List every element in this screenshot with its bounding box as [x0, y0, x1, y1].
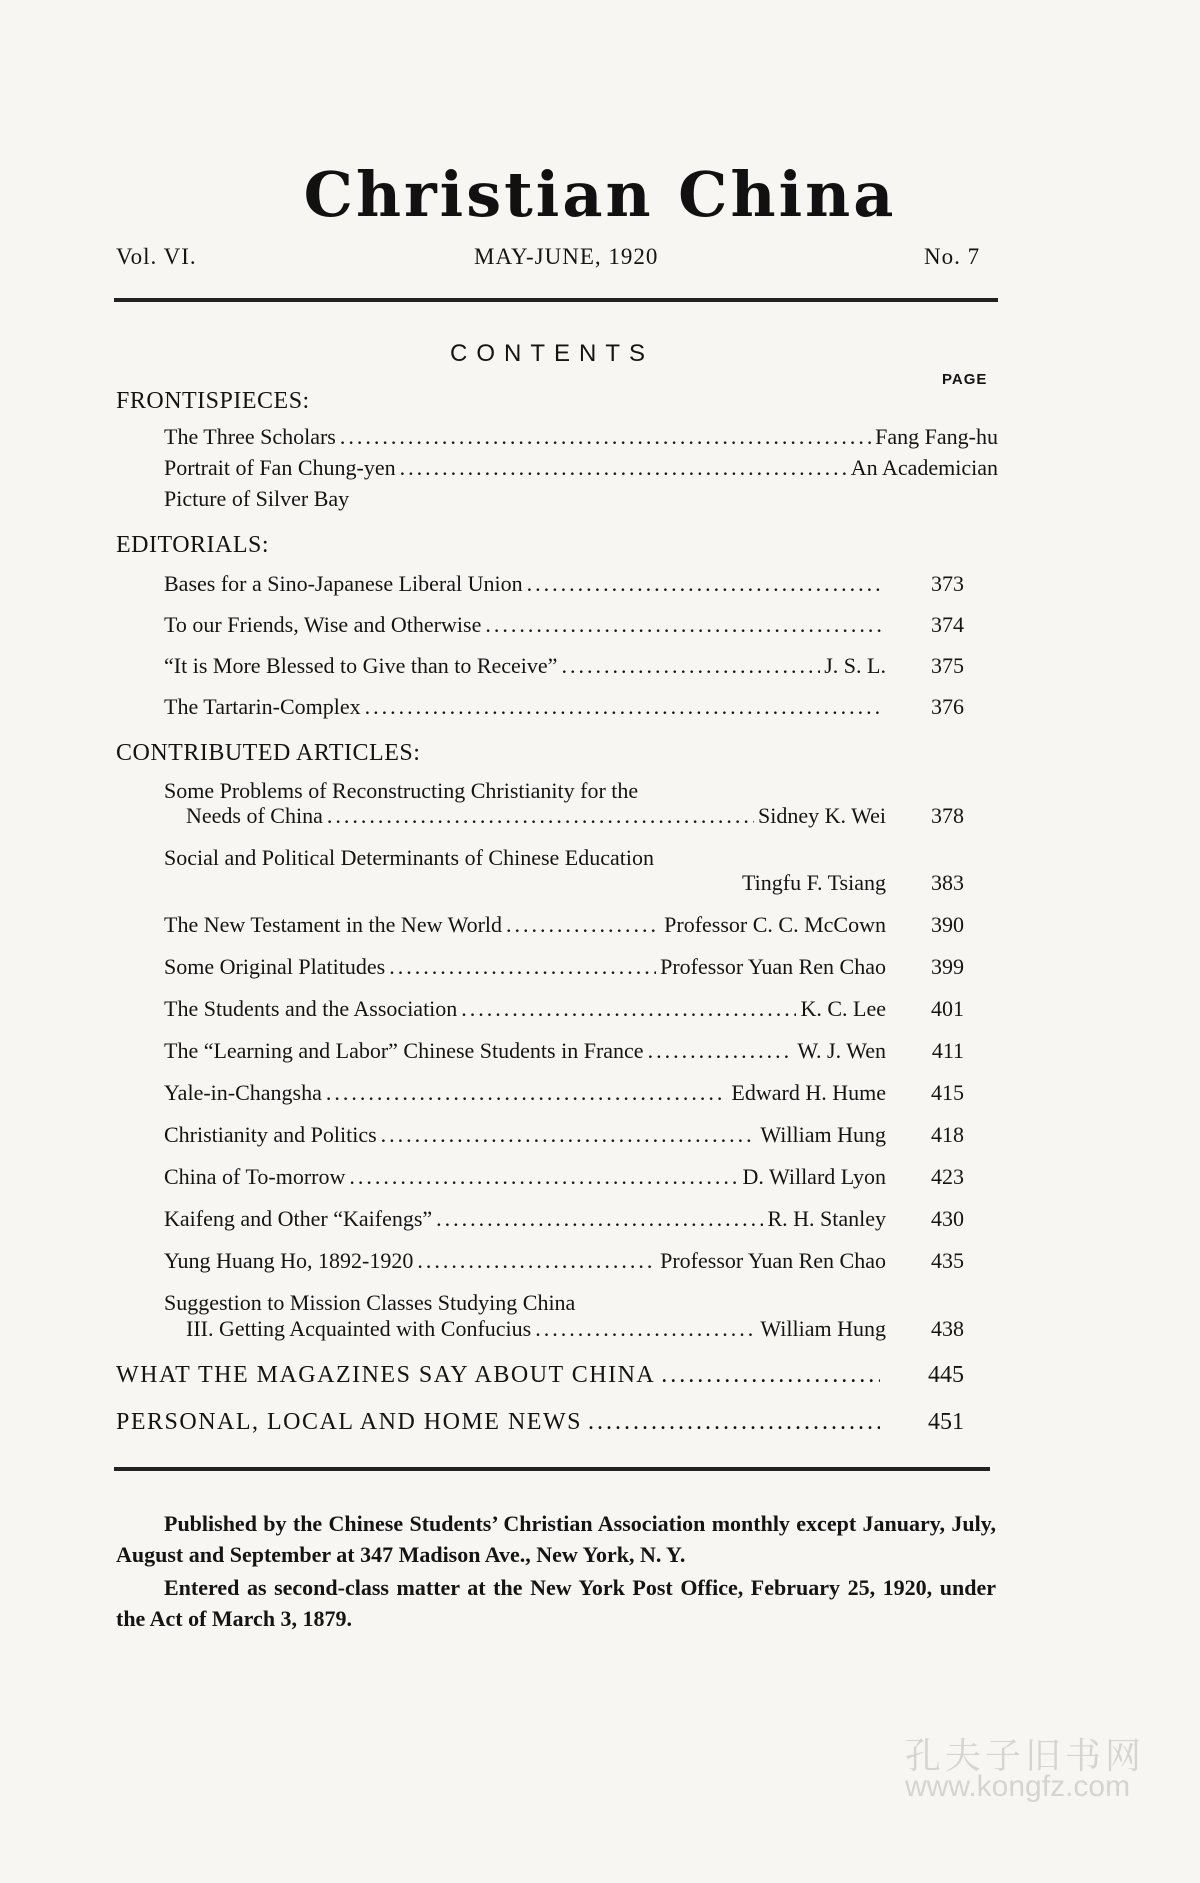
- toc-entry: [164, 954, 964, 980]
- entry-title: Christianity and Politics: [164, 1122, 377, 1147]
- entry-title: The New Testament in the New World: [164, 912, 503, 937]
- entry-author: Professor C. C. McCown: [664, 912, 886, 937]
- entry-author: W. J. Wen: [797, 1038, 886, 1063]
- entry-page: 373: [931, 571, 964, 596]
- leader-dots: [400, 455, 847, 481]
- entry-page: 375: [931, 653, 964, 678]
- leader-dots: [365, 694, 882, 720]
- entry-title: Needs of China: [186, 803, 323, 828]
- leader-dots: [561, 653, 820, 679]
- entry-author: Tingfu F. Tsiang: [741, 870, 886, 895]
- toc-entry: [164, 1316, 964, 1342]
- entry-author: William Hung: [760, 1122, 886, 1147]
- entry-title: Kaifeng and Other “Kaifengs”: [164, 1206, 433, 1231]
- leader-dots: [535, 1316, 756, 1342]
- toc-entry-news: [116, 1409, 964, 1436]
- entry-title: The “Learning and Labor” Chinese Students in France: [164, 1038, 644, 1063]
- entry-page: 401: [931, 996, 964, 1021]
- toc-entry: [164, 571, 964, 597]
- entry-page: 383: [931, 870, 964, 895]
- leader-dots: [349, 1164, 738, 1190]
- toc-entry: [164, 612, 964, 638]
- entry-page: 415: [931, 1080, 964, 1105]
- toc-entry: [164, 1164, 964, 1190]
- frontispiece-item: [164, 455, 998, 481]
- toc-entry-magazines: [116, 1362, 964, 1389]
- entry-title-line1: Suggestion to Mission Classes Studying China: [164, 1290, 576, 1315]
- entry-author: An Academician: [850, 455, 998, 480]
- toc-entry: [164, 694, 964, 720]
- entry-notice: Entered as second-class matter at the New York Post Office, February 25, 1920, under the Act of March 3, 1879.: [116, 1575, 996, 1631]
- entry-title: Yale-in-Changsha: [164, 1080, 322, 1105]
- issue-number: No. 7: [924, 244, 981, 269]
- entry-title: Portrait of Fan Chung-yen: [164, 455, 396, 480]
- entry-page: 399: [931, 954, 964, 979]
- masthead-title: Christian China: [303, 158, 897, 231]
- entry-page: 378: [931, 803, 964, 828]
- entry-title: The Tartarin-Complex: [164, 694, 361, 719]
- leader-dots: [327, 803, 754, 829]
- entry-title: To our Friends, Wise and Otherwise: [164, 612, 482, 637]
- entry-author: J. S. L.: [824, 653, 886, 678]
- watermark-cn: 孔夫子旧书网: [905, 1735, 1146, 1776]
- entry-author: K. C. Lee: [800, 996, 886, 1021]
- entry-author: Sidney K. Wei: [758, 803, 886, 828]
- watermark-url: www.kongfz.com: [905, 1770, 1131, 1803]
- publication-line: Published by the Chinese Students’ Christian Association monthly except January, July, August and September at 347 Madison Ave., New York, N. Y.: [116, 1511, 996, 1567]
- toc-entry: [164, 1248, 964, 1274]
- leader-dots: [506, 912, 660, 938]
- entry-page: 430: [931, 1206, 964, 1231]
- top-rule: [114, 298, 998, 302]
- entry-page: 423: [931, 1164, 964, 1189]
- frontispiece-item: [164, 486, 998, 512]
- leader-dots: [340, 424, 871, 450]
- entry-page: 438: [931, 1316, 964, 1341]
- bottom-rule: [114, 1467, 990, 1471]
- entry-author: Edward H. Hume: [731, 1080, 886, 1105]
- issue-date: MAY-JUNE, 1920: [474, 244, 659, 269]
- leader-dots: [436, 1206, 763, 1232]
- toc-entry: [164, 1122, 964, 1148]
- entry-title: III. Getting Acquainted with Confucius: [186, 1316, 532, 1341]
- publication-notice: [116, 1508, 996, 1634]
- leader-dots: [527, 571, 882, 597]
- entry-title: Bases for a Sino-Japanese Liberal Union: [164, 571, 523, 596]
- leader-dots: [661, 1362, 880, 1389]
- toc-entry: [164, 870, 964, 896]
- toc-entry: [164, 803, 964, 829]
- toc-entry: [164, 1206, 964, 1232]
- leader-dots: [381, 1122, 757, 1148]
- leader-dots: [485, 612, 882, 638]
- entry-title: WHAT THE MAGAZINES SAY ABOUT CHINA: [116, 1362, 656, 1388]
- section-contributed-articles: CONTRIBUTED ARTICLES:: [116, 740, 421, 766]
- toc-entry: [164, 653, 964, 679]
- entry-page: 445: [928, 1362, 964, 1388]
- section-frontispieces: FRONTISPIECES:: [116, 388, 310, 414]
- entry-title: PERSONAL, LOCAL AND HOME NEWS: [116, 1409, 582, 1435]
- entry-page: 374: [931, 612, 964, 637]
- toc-entry: [164, 1038, 964, 1064]
- section-editorials: EDITORIALS:: [116, 532, 270, 558]
- entry-title: “It is More Blessed to Give than to Receive”: [164, 653, 558, 678]
- entry-author: Professor Yuan Ren Chao: [660, 954, 886, 979]
- entry-title: Picture of Silver Bay: [164, 486, 350, 511]
- toc-entry: [164, 1080, 964, 1106]
- entry-author: Professor Yuan Ren Chao: [660, 1248, 886, 1273]
- frontispiece-item: [164, 424, 998, 450]
- leader-dots: [326, 1080, 728, 1106]
- entry-title-line1: Some Problems of Reconstructing Christianity for the: [164, 778, 639, 803]
- leader-dots: [389, 954, 656, 980]
- toc-entry: [164, 912, 964, 938]
- entry-page: 435: [931, 1248, 964, 1273]
- entry-page: 390: [931, 912, 964, 937]
- entry-title: The Students and the Association: [164, 996, 458, 1021]
- entry-author: William Hung: [760, 1316, 886, 1341]
- entry-author: D. Willard Lyon: [742, 1164, 886, 1189]
- entry-title: Some Original Platitudes: [164, 954, 386, 979]
- entry-title: The Three Scholars: [164, 424, 336, 449]
- leader-dots: [417, 1248, 656, 1274]
- toc-entry: [164, 996, 964, 1022]
- entry-author: R. H. Stanley: [767, 1206, 886, 1231]
- entry-title-line1: Social and Political Determinants of Chinese Education: [164, 845, 654, 870]
- page-column-label: PAGE: [942, 371, 988, 388]
- contents-heading: CONTENTS: [450, 340, 654, 367]
- entry-title: Yung Huang Ho, 1892-1920: [164, 1248, 414, 1273]
- entry-page: 376: [931, 694, 964, 719]
- leader-dots: [588, 1409, 880, 1436]
- entry-title: China of To-morrow: [164, 1164, 346, 1189]
- entry-author: Fang Fang-hu: [875, 424, 998, 449]
- leader-dots: [648, 1038, 794, 1064]
- entry-page: 411: [931, 1038, 964, 1063]
- volume-label: Vol. VI.: [116, 244, 197, 269]
- entry-page: 418: [931, 1122, 964, 1147]
- leader-dots: [461, 996, 796, 1022]
- entry-page: 451: [928, 1409, 964, 1435]
